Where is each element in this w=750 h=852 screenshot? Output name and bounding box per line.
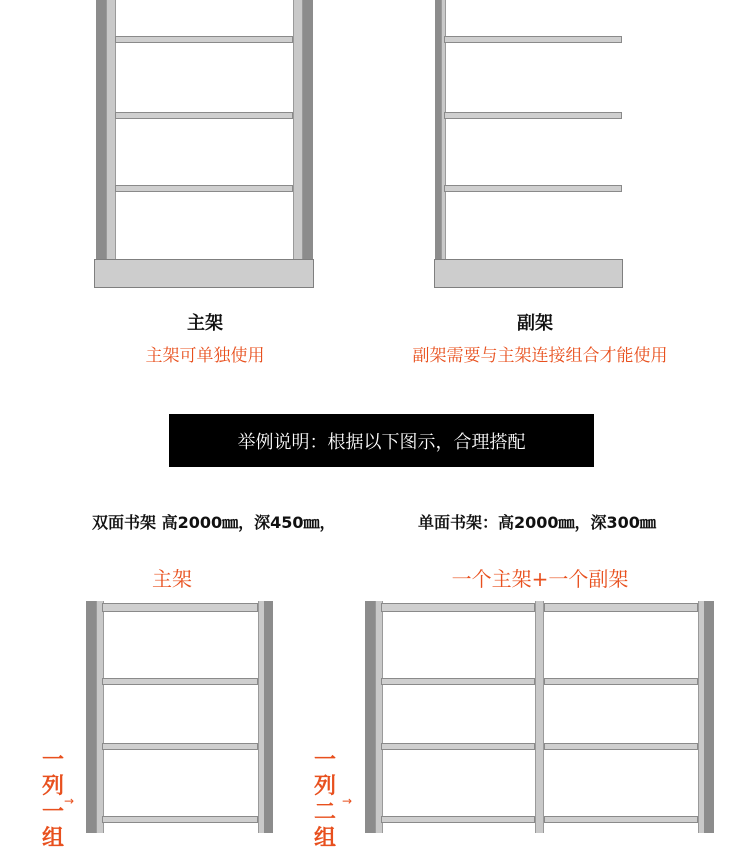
side-label-char: 一: [313, 748, 336, 773]
rack-shelf: [102, 743, 258, 750]
side-label-char: 组: [41, 826, 64, 851]
sub-rack-shelf: [444, 185, 622, 192]
rack2-shelf: [381, 743, 535, 750]
sub-rack-base: [434, 259, 623, 288]
main-rack-note: 主架可单独使用: [145, 346, 265, 366]
left-side-label: [40, 748, 66, 852]
main-rack-shelf: [115, 185, 293, 192]
example-banner: [169, 414, 594, 467]
side-label-char: 一: [41, 800, 64, 825]
side-label-char: 一: [41, 748, 64, 773]
sub-rack-note: 副架需要与主架连接组合才能使用: [412, 346, 668, 366]
side-label-char: 列: [313, 774, 336, 799]
left-config-title: 主架: [152, 567, 192, 591]
rack-right-upright-outer: [264, 601, 273, 833]
sub-rack-title: 副架: [517, 313, 553, 334]
right-side-label: [312, 748, 338, 852]
rack2-shelf: [381, 816, 535, 823]
rack-shelf: [102, 816, 258, 823]
sub-rack-shelf: [444, 36, 622, 43]
right-config-title: 一个主架+一个副架: [451, 567, 629, 591]
main-rack-shelf: [115, 36, 293, 43]
side-label-char: 二: [313, 800, 336, 825]
rack2-shelf: [544, 816, 698, 823]
main-rack-base: [94, 259, 314, 288]
side-label-char: 组: [313, 826, 336, 851]
rack2-shelf: [544, 678, 698, 685]
rack2-shelf: [544, 743, 698, 750]
sub-rack-shelf: [444, 112, 622, 119]
main-rack-shelf: [115, 112, 293, 119]
rack-left-upright-inner: [96, 601, 104, 833]
rack2-shelf: [381, 678, 535, 685]
right-arrow-icon: →: [342, 794, 353, 808]
main-rack-right-upright-outer: [303, 0, 313, 260]
single-sided-spec: 单面书架：高2000㎜，深300㎜: [418, 513, 656, 532]
rack2-left-upright-inner: [375, 601, 383, 833]
rack-top-rail: [102, 603, 258, 612]
rack2-top-rail-right: [544, 603, 698, 612]
side-label-char: 列: [41, 774, 64, 799]
double-sided-spec: 双面书架 高2000㎜，深450㎜，: [92, 513, 336, 532]
rack2-left-upright-outer: [365, 601, 375, 833]
main-rack-title: 主架: [187, 313, 223, 334]
rack2-top-rail-left: [381, 603, 535, 612]
main-rack-right-upright-inner: [293, 0, 303, 260]
rack-left-upright-outer: [86, 601, 96, 833]
banner-text: 举例说明：根据以下图示，合理搭配: [237, 431, 526, 453]
rack2-right-upright-outer: [704, 601, 714, 833]
rack2-middle-upright: [535, 601, 544, 833]
left-arrow-icon: →: [64, 794, 75, 808]
main-rack-left-upright-outer: [96, 0, 106, 260]
rack-shelf: [102, 678, 258, 685]
